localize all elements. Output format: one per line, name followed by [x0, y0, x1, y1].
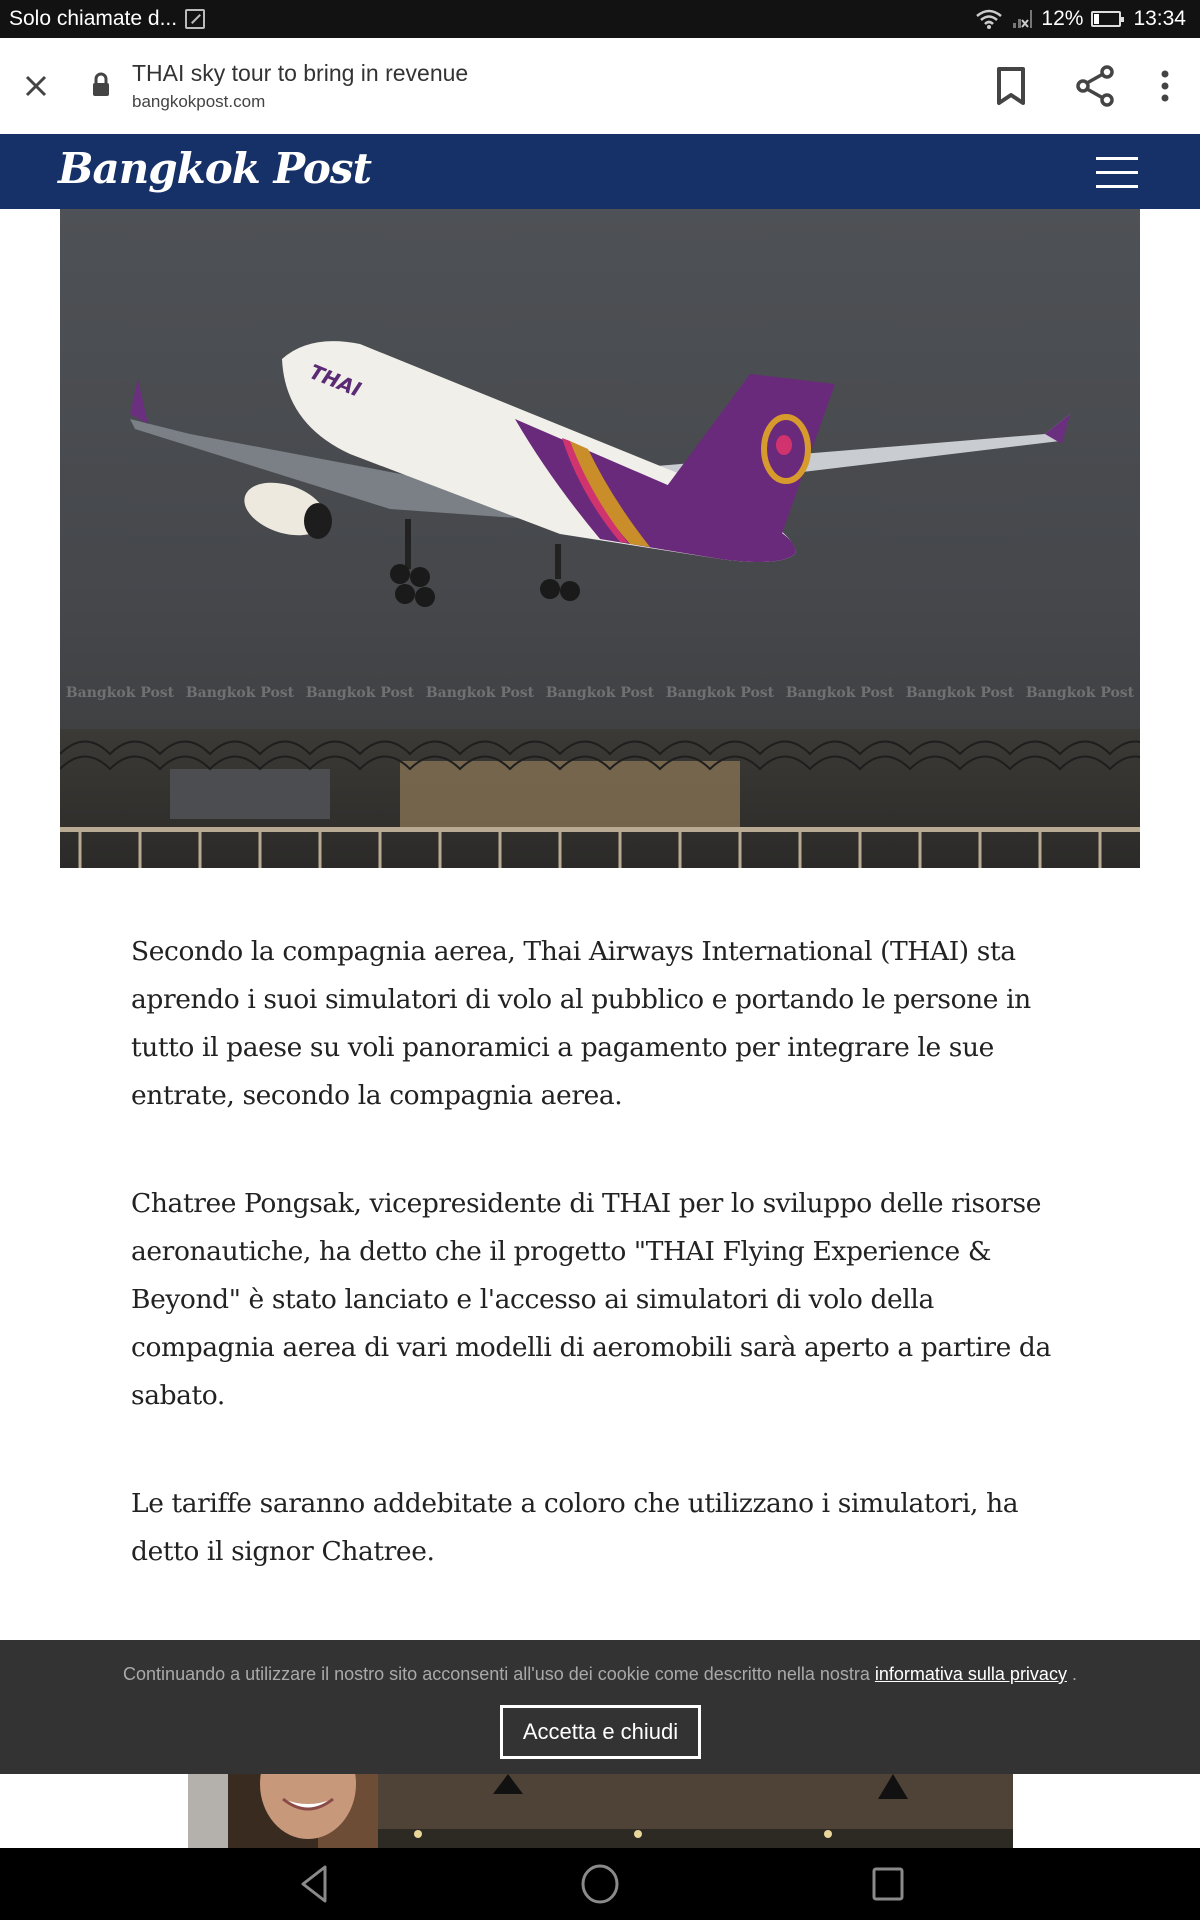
hamburger-menu-button[interactable] [1096, 154, 1140, 188]
article-paragraph: Chatree Pongsak, vicepresidente di THAI per lo sviluppo delle risorse aeronautiche, ha detto che il progetto "THAI Flying Experience & Beyond" è stato lanciato e l'accesso ai simulatori di volo della compagnia aerea di vari modelli di aeromobili sarà aperto a partire da sabato. [131, 1188, 1051, 1411]
clock: 13:34 [1133, 7, 1186, 30]
notification-text: Solo chiamate d... [9, 7, 178, 30]
watermark: Bangkok Post [665, 685, 775, 701]
page-title: THAI sky tour to bring in revenue [132, 60, 469, 86]
browser-toolbar [0, 38, 1200, 134]
bangkok-post-logo[interactable]: Bangkok Post [58, 144, 371, 193]
hamburger-menu-icon [1096, 157, 1138, 160]
share-icon [1075, 65, 1115, 107]
site-header [0, 134, 1200, 209]
no-signal-icon [1011, 8, 1033, 30]
watermark: Bangkok Post [905, 685, 1015, 701]
advertisement-image[interactable] [188, 1774, 1013, 1848]
more-options-button[interactable] [1141, 62, 1189, 110]
close-icon [24, 74, 48, 98]
wifi-icon [975, 8, 1003, 30]
bookmark-button[interactable] [987, 62, 1035, 110]
watermark: Bangkok Post [785, 685, 895, 701]
system-navigation-bar [0, 1848, 1200, 1920]
article-paragraph: Le tariffe saranno addebitate a coloro che utilizzano i simulatori, ha detto il signor Chatree. [131, 1488, 1019, 1567]
share-button[interactable] [1071, 62, 1119, 110]
cookie-message-text: Continuando a utilizzare il nostro sito acconsenti all'uso dei cookie come descritto nella nostra [123, 1664, 875, 1684]
recents-square-icon [871, 1866, 905, 1902]
status-bar [0, 0, 1200, 38]
battery-icon [1091, 11, 1121, 27]
bookmark-icon [996, 66, 1026, 106]
thai-airways-logo-text: THAI [306, 359, 365, 402]
accept-and-close-button[interactable]: Accetta e chiudi [500, 1705, 701, 1759]
more-vert-icon [1160, 69, 1170, 103]
watermark: Bangkok Post [185, 685, 295, 701]
page-domain: bangkokpost.com [132, 92, 266, 111]
privacy-policy-link[interactable]: informativa sulla privacy [874, 1664, 1067, 1684]
close-button[interactable] [18, 68, 54, 104]
hamburger-line [1096, 185, 1138, 188]
back-triangle-icon [299, 1864, 329, 1904]
watermark: Bangkok Post [1025, 685, 1135, 701]
recents-button[interactable] [858, 1862, 918, 1906]
back-button[interactable] [284, 1862, 344, 1906]
cookie-message [0, 1664, 1200, 1685]
battery-percent: 12% [1041, 7, 1084, 30]
cookie-message-suffix: . [1066, 1664, 1077, 1684]
hamburger-line [1096, 171, 1138, 174]
image-icon [185, 9, 205, 29]
home-button[interactable] [570, 1862, 630, 1906]
watermark: Bangkok Post [305, 685, 415, 701]
watermark-row [60, 685, 1140, 701]
article-paragraph: Secondo la compagnia aerea, Thai Airways International (THAI) sta aprendo i suoi simulatori di volo al pubblico e portando le persone in tutto il paese su voli panoramici a pagamento per integrare le sue entrate, secondo la compagnia aerea. [131, 936, 1031, 1111]
airplane-photo [60, 209, 1140, 868]
home-circle-icon [580, 1864, 620, 1904]
cookie-banner [0, 1640, 1200, 1774]
article-body [131, 928, 1071, 1636]
watermark: Bangkok Post [425, 685, 535, 701]
watermark: Bangkok Post [65, 685, 175, 701]
hero-image [60, 209, 1140, 868]
watermark: Bangkok Post [545, 685, 655, 701]
lock-icon [90, 72, 112, 98]
ad-photo [188, 1774, 1013, 1848]
